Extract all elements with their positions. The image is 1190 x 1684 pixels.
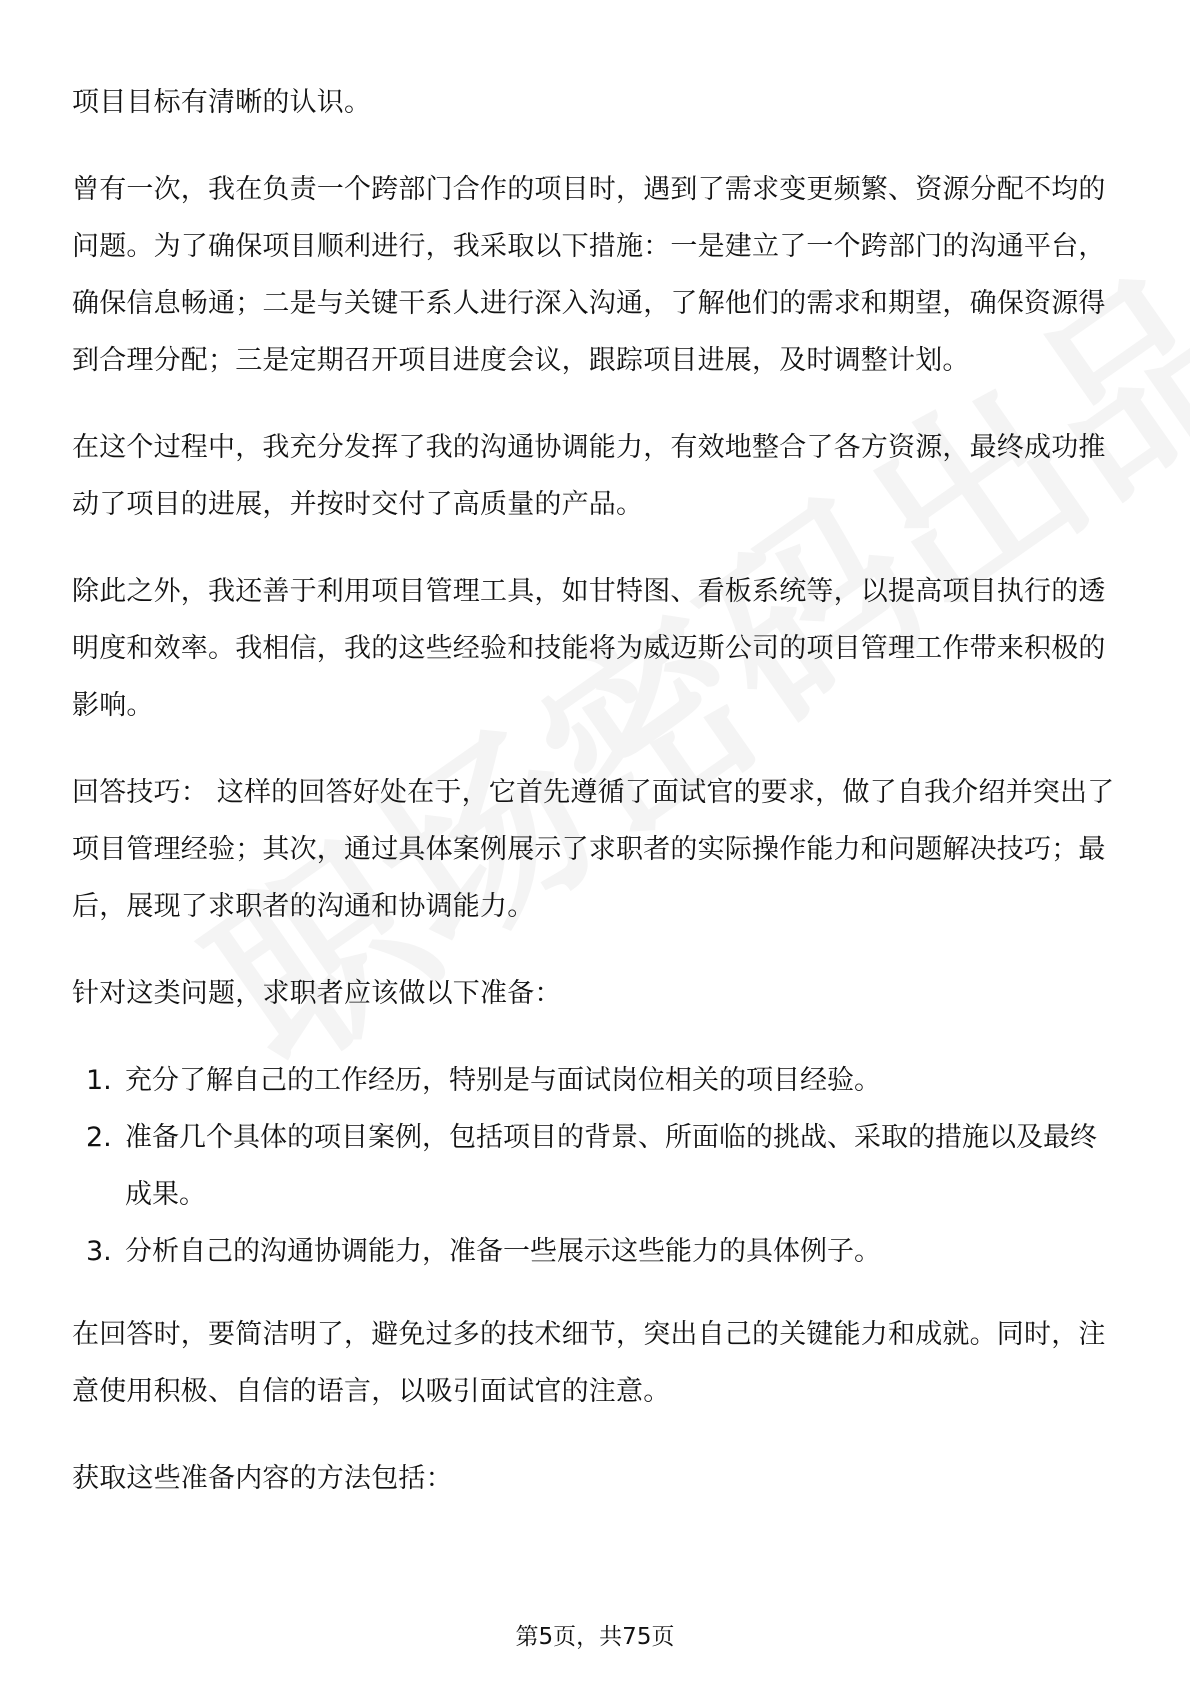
paragraph-2: 曾有一次，我在负责一个跨部门合作的项目时，遇到了需求变更频繁、资源分配不均的问题。为了确保项目顺利进行，我采取以下措施：一是建立了一个跨部门的沟通平台，确保信息畅通；二是与关键干系人进行深入沟通，了解他们的需求和期望，确保资源得到合理分配；三是定期召开项目进度会议，跟踪项目进展，及时调整计划。 (72, 174, 1106, 376)
paragraph-6: 针对这类问题，求职者应该做以下准备： (72, 978, 562, 1009)
list-item-text: 分析自己的沟通协调能力，准备一些展示这些能力的具体例子。 (125, 1236, 881, 1267)
list-item (72, 1109, 1122, 1223)
list-item (72, 1052, 1122, 1109)
list-item-text: 准备几个具体的项目案例，包括项目的背景、所面临的挑战、采取的措施以及最终成果。 (125, 1122, 1097, 1210)
paragraph-3: 在这个过程中，我充分发挥了我的沟通协调能力，有效地整合了各方资源，最终成功推动了项目的进展，并按时交付了高质量的产品。 (72, 432, 1106, 520)
page-number-footer: 第5页，共75页 (515, 1624, 675, 1650)
paragraph-4: 除此之外，我还善于利用项目管理工具，如甘特图、看板系统等，以提高项目执行的透明度和效率。我相信，我的这些经验和技能将为威迈斯公司的项目管理工作带来积极的影响。 (72, 576, 1106, 721)
list-item-number: 2. (86, 1122, 112, 1153)
paragraph-8: 获取这些准备内容的方法包括： (72, 1463, 453, 1494)
list-item-number: 3. (86, 1236, 112, 1267)
document-body (72, 74, 1122, 1537)
paragraph-1: 项目目标有清晰的认识。 (72, 87, 372, 118)
list-item (72, 1223, 1122, 1280)
preparation-list (72, 1052, 1122, 1280)
paragraph-7: 在回答时，要简洁明了，避免过多的技术细节，突出自己的关键能力和成就。同时，注意使用积极、自信的语言，以吸引面试官的注意。 (72, 1319, 1106, 1407)
paragraph-5: 回答技巧： 这样的回答好处在于，它首先遵循了面试官的要求，做了自我介绍并突出了项目管理经验；其次，通过具体案例展示了求职者的实际操作能力和问题解决技巧；最后，展现了求职者的沟通和协调能力。 (72, 777, 1115, 922)
list-item-text: 充分了解自己的工作经历，特别是与面试岗位相关的项目经验。 (125, 1065, 881, 1096)
list-item-number: 1. (86, 1065, 112, 1096)
